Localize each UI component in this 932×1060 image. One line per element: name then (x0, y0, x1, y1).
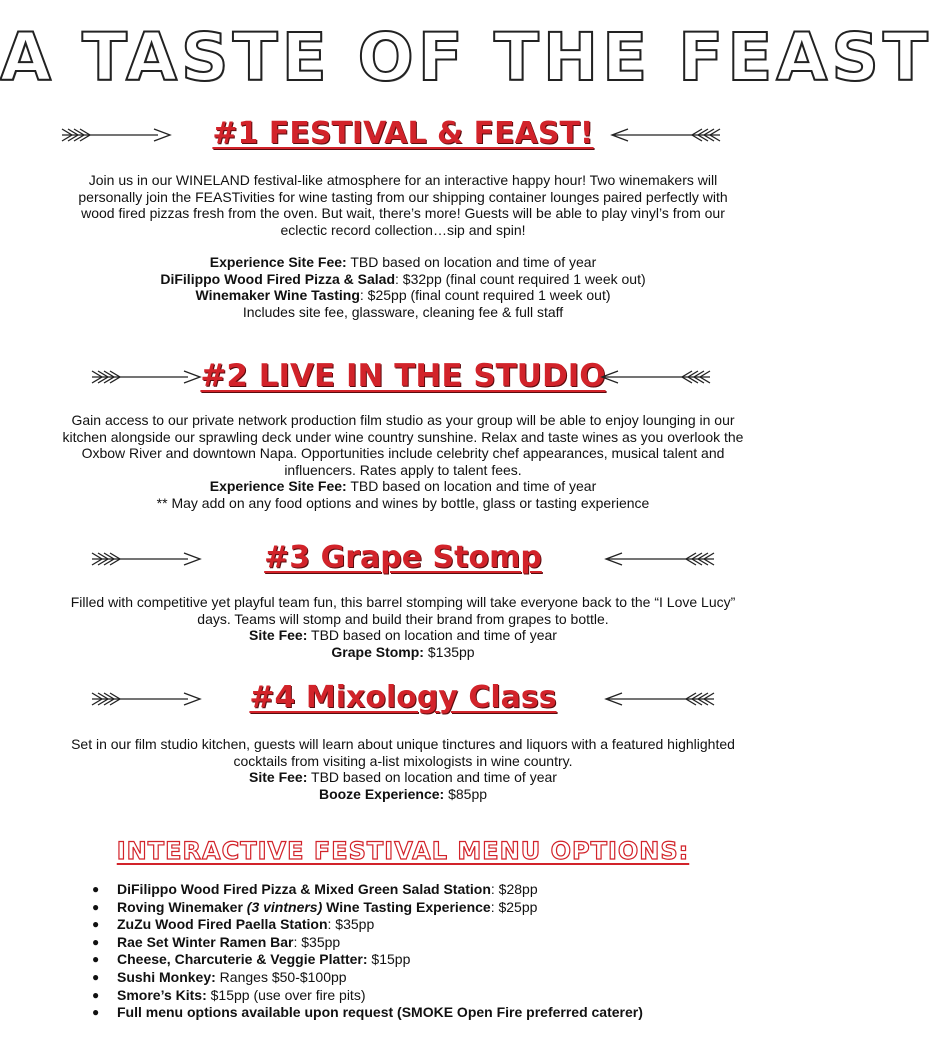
section-1-line: Experience Site Fee: TBD based on location and time of year (209, 254, 597, 270)
section-2-title: #2 LIVE IN THE STUDIO (200, 358, 606, 394)
page-title: A TASTE OF THE FEAST (0, 19, 932, 96)
section-4-header (0, 678, 806, 722)
bullet-icon: ● (92, 917, 100, 932)
list-item: ● Full menu options available upon request (SMOKE Open Fire preferred caterer) (92, 1004, 643, 1021)
list-item: ● DiFilippo Wood Fired Pizza & Mixed Green Salad Station: $28pp (92, 881, 538, 897)
bullet-icon: ● (92, 882, 100, 896)
arrow-left-icon (598, 684, 718, 714)
menu-list (92, 881, 752, 1022)
section-1-line: Winemaker Wine Tasting: $25pp (final count required 1 week out) (195, 287, 611, 303)
section-2-description: Gain access to our private network production film studio as your group will be able to enjoy lounging in our kitchen alongside our sprawling deck under wine country sunshine. Relax and taste wines as you overlook the Oxbow River and downtown Napa. Opportunities include celebrity chef appearances, musical talent and influencers. Rates apply to talent fees. (62, 412, 744, 478)
list-item: ● Smore’s Kits: $15pp (use over fire pits) (92, 986, 366, 1003)
section-3-title: #3 Grape Stomp (264, 540, 542, 575)
section-1-body (60, 172, 746, 320)
section-1-line: Includes site fee, glassware, cleaning fee & full staff (242, 303, 564, 320)
arrow-left-icon (604, 120, 724, 150)
section-2-line: ** May add on any food options and wines by bottle, glass or tasting experience (156, 494, 650, 511)
list-item: ● Cheese, Charcuterie & Veggie Platter: $15pp (92, 951, 411, 968)
section-3-body (60, 594, 746, 660)
arrow-left-icon (598, 544, 718, 574)
section-1-header (0, 114, 806, 158)
section-1-title: #1 FESTIVAL & FEAST! (212, 116, 594, 151)
bullet-icon: ● (92, 1005, 100, 1020)
list-item: ● Sushi Monkey: Ranges $50-$100pp (92, 968, 347, 985)
bullet-icon: ● (92, 934, 100, 949)
section-4-body (60, 736, 746, 802)
bullet-icon: ● (92, 987, 100, 1002)
section-3-line: Grape Stomp: $135pp (331, 643, 475, 660)
bullet-icon: ● (92, 969, 100, 984)
section-2-header (0, 356, 806, 400)
section-4-line: Site Fee: TBD based on location and time of year (249, 769, 557, 785)
list-item: ● ZuZu Wood Fired Paella Station: $35pp (92, 916, 375, 933)
section-3-header (0, 538, 806, 582)
menu-title: INTERACTIVE FESTIVAL MENU OPTIONS: (116, 837, 690, 865)
section-4-title: #4 Mixology Class (249, 680, 557, 715)
section-1-line: DiFilippo Wood Fired Pizza & Salad: $32pp (final count required 1 week out) (160, 270, 646, 287)
bullet-icon: ● (92, 952, 100, 967)
section-3-description: Filled with competitive yet playful team fun, this barrel stomping will take everyone back to the “I Love Lucy” days. Teams will stomp and build their brand from grapes to bottle. (70, 594, 736, 627)
section-1-description: Join us in our WINELAND festival-like atmosphere for an interactive happy hour! Two winemakers will personally join the FEASTivities for wine tasting from our shipping container lounges paired perfectly with wood fired pizzas fresh from the oven. But wait, there’s more! Guests will be able to play vinyl’s from our eclectic record collection…sip and spin! (78, 172, 728, 238)
section-3-line: Site Fee: TBD based on location and time of year (249, 627, 557, 643)
section-2-line: Experience Site Fee: TBD based on location and time of year (209, 478, 597, 494)
section-2-body (60, 412, 746, 511)
section-4-description: Set in our film studio kitchen, guests will learn about unique tinctures and liquors with a featured highlighted cocktails from visiting a-list mixologists in wine country. (71, 736, 735, 769)
list-item: ● Rae Set Winter Ramen Bar: $35pp (92, 933, 341, 950)
section-4-line: Booze Experience: $85pp (318, 785, 488, 802)
bullet-icon: ● (92, 899, 100, 914)
list-item: ● Roving Winemaker (3 vintners) Wine Tasting Experience: $25pp (92, 898, 538, 915)
arrow-left-icon (594, 362, 714, 392)
